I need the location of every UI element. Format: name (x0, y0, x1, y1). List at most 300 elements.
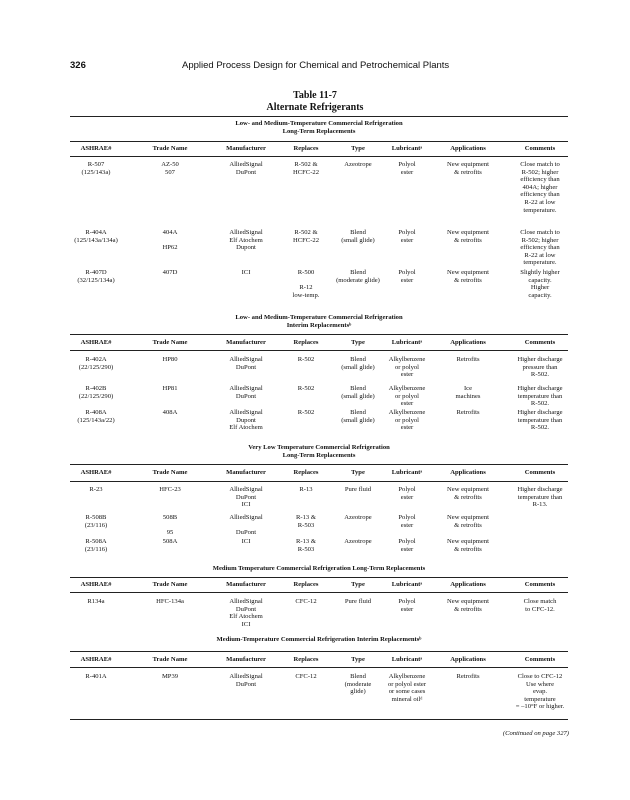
cell-lubricant (376, 514, 438, 529)
cell-line: Elf Atochem (229, 613, 263, 621)
cell-comments (500, 385, 580, 408)
cell-trade-name (142, 161, 198, 176)
cell-line: R-23 (89, 486, 103, 493)
cell-ashrae (64, 409, 128, 424)
cell-line: HFC-23 (159, 486, 181, 493)
cell-comments (500, 598, 580, 613)
cell-line: R134a (87, 598, 105, 605)
cell-line: AlliedSignal (229, 409, 263, 416)
cell-line: AZ-50 (161, 161, 179, 168)
cell-line: AlliedSignal (229, 598, 263, 605)
cell-line: AlliedSignal (229, 161, 263, 168)
cell-lubricant (376, 598, 438, 613)
cell-line: New equipment (447, 486, 489, 493)
cell-comments (500, 486, 580, 509)
cell-line: & retrofits (454, 168, 482, 176)
cell-line: HFC-134a (156, 598, 184, 605)
column-header-replaces (279, 145, 333, 153)
cell-line: Polyol (398, 486, 416, 493)
cell-line: R-508A (85, 538, 107, 545)
cell-comments (500, 356, 580, 379)
cell-line: (23/116) (84, 545, 108, 553)
cell-line: New equipment (447, 598, 489, 605)
column-header-applications (433, 469, 503, 477)
section-title-line: Long-Term Replacements (282, 128, 356, 135)
cell-line: efficiency than (520, 244, 560, 252)
cell-line: Polyol (398, 269, 416, 276)
cell-applications (433, 409, 503, 417)
cell-line: CFC-12 (295, 673, 317, 680)
cell-line: Polyol (398, 598, 416, 605)
cell-manufacturer (210, 673, 282, 688)
cell-manufacturer (210, 538, 282, 546)
cell-line: capacity. (528, 291, 552, 299)
cell-line: temperature. (523, 259, 557, 267)
column-header-comments (500, 581, 580, 589)
cell-line: R-12 (299, 284, 313, 292)
cell-line: R-408A (85, 409, 107, 416)
column-header-label: Type (351, 145, 365, 152)
cell-line: Higher discharge (517, 356, 563, 363)
cell-applications (433, 538, 503, 553)
column-header-applications (433, 339, 503, 347)
cell-applications (433, 598, 503, 613)
column-header-replaces (279, 581, 333, 589)
column-header-comments (500, 145, 580, 153)
cell-line (142, 522, 198, 530)
column-header-label: Comments (524, 339, 556, 346)
cell-line: efficiency than (520, 191, 560, 199)
cell-lubricant (376, 161, 438, 176)
column-header-label: Trade Name (152, 656, 188, 663)
cell-line: 95 (166, 529, 174, 537)
cell-trade-name (142, 673, 198, 681)
cell-line: Dupont (236, 416, 256, 424)
continuation-note: (Continued on page 327) (502, 730, 569, 737)
cell-line: R-502 (297, 409, 315, 416)
cell-line: R-404A (85, 229, 107, 236)
cell-applications (433, 161, 503, 176)
cell-line: DuPont (235, 529, 257, 537)
cell-line: efficiency than (520, 176, 560, 184)
cell-line: MP39 (161, 673, 179, 680)
cell-applications (433, 269, 503, 284)
cell-line: mineral oilᵈ (391, 695, 423, 703)
cell-trade-name (142, 538, 198, 546)
cell-line: ester (400, 493, 414, 501)
cell-line: & retrofits (454, 605, 482, 613)
cell-line: R-502. (530, 424, 550, 432)
cell-line: Azeotrope (344, 161, 372, 168)
cell-applications (433, 385, 503, 400)
cell-line: Elf Atochem (229, 424, 263, 432)
column-header-trade-name (142, 339, 198, 347)
cell-comments (500, 229, 580, 267)
cell-line: Higher discharge (517, 409, 563, 416)
cell-ashrae (64, 673, 128, 681)
cell-line: AlliedSignal (229, 385, 263, 392)
column-header-lubricant (376, 469, 438, 477)
column-header-manufacturer (210, 469, 282, 477)
cell-line (142, 237, 198, 245)
cell-line (279, 277, 333, 285)
cell-trade-name (142, 409, 198, 417)
cell-line: & retrofits (454, 493, 482, 501)
cell-line: R-13. (532, 501, 548, 509)
cell-line: Close match to (520, 161, 560, 168)
cell-line: AlliedSignal (229, 673, 263, 680)
cell-line: temperature. (523, 206, 557, 214)
cell-line: Azeotrope (344, 538, 372, 545)
cell-line: (small glide) (341, 236, 375, 244)
cell-ashrae (64, 269, 128, 284)
cell-manufacturer (210, 409, 282, 432)
column-header-label: Replaces (293, 469, 319, 476)
column-header-label: Type (351, 339, 365, 346)
cell-line: machines (455, 392, 481, 400)
cell-line: DuPont (235, 168, 257, 176)
column-header-label: Manufacturer (226, 656, 266, 663)
cell-line: ester (400, 400, 414, 408)
cell-line: R-407D (85, 269, 107, 276)
column-header-lubricant (376, 656, 438, 664)
column-header-comments (500, 339, 580, 347)
column-header-label: Manufacturer (226, 581, 266, 588)
cell-manufacturer (210, 486, 282, 509)
header-bottom-rule (70, 350, 568, 351)
section-title-line: Long-Term Replacements (282, 452, 356, 459)
cell-line: or polyol (395, 392, 419, 400)
cell-trade-name (142, 514, 198, 537)
cell-line: Retrofits (456, 673, 480, 680)
cell-line: Azeotrope (344, 514, 372, 521)
cell-line: Polyol (398, 229, 416, 236)
cell-manufacturer (210, 514, 282, 537)
cell-comments (500, 161, 580, 214)
cell-replaces (279, 538, 333, 553)
column-header-manufacturer (210, 339, 282, 347)
cell-line: New equipment (447, 229, 489, 236)
cell-manufacturer (210, 385, 282, 400)
column-header-label: Lubricantᵃ (391, 145, 423, 152)
cell-line: & retrofits (454, 545, 482, 553)
cell-line (210, 522, 282, 530)
cell-line: Slightly higher (520, 269, 560, 276)
cell-line: R-502 (297, 356, 315, 363)
cell-line: R-502 & (294, 161, 318, 168)
column-header-manufacturer (210, 581, 282, 589)
cell-line: HP62 (162, 244, 178, 252)
cell-line: ester (400, 371, 414, 379)
cell-line: Pure fluid (344, 486, 372, 493)
column-header-ashrae (64, 145, 128, 153)
column-header-label: ASHRAE# (80, 469, 112, 476)
cell-lubricant (376, 409, 438, 432)
cell-trade-name (142, 269, 198, 277)
cell-line: R-22 at low (524, 198, 556, 206)
column-header-label: ASHRAE# (80, 581, 112, 588)
section-top-rule (70, 651, 568, 652)
column-header-applications (433, 145, 503, 153)
cell-line: Use where (525, 680, 554, 688)
table-top-rule (70, 116, 568, 117)
cell-line: Close match to (520, 229, 560, 236)
section-title (70, 120, 568, 136)
cell-line: (125/143a) (81, 168, 111, 176)
column-header-label: Replaces (293, 581, 319, 588)
cell-line: to CFC-12. (525, 605, 555, 613)
section-title-line: Low- and Medium-Temperature Commercial Refrigeration (235, 314, 403, 321)
cell-replaces (279, 161, 333, 176)
column-header-ashrae (64, 469, 128, 477)
header-bottom-rule (70, 481, 568, 482)
cell-line: Dupont (236, 244, 256, 252)
column-header-label: Type (351, 656, 365, 663)
cell-line: R-502 (297, 385, 315, 392)
cell-manufacturer (210, 356, 282, 371)
cell-line: ICI (241, 269, 251, 276)
table-bottom-rule (70, 719, 568, 720)
column-header-label: Lubricantᵃ (391, 581, 423, 588)
column-header-lubricant (376, 339, 438, 347)
cell-line: R-13 & (296, 514, 316, 521)
cell-lubricant (376, 673, 438, 703)
cell-line: CFC-12 (295, 598, 317, 605)
column-header-trade-name (142, 656, 198, 664)
cell-line: DuPont (235, 392, 257, 400)
header-bottom-rule (70, 592, 568, 593)
cell-line: (125/143a/134a) (74, 236, 118, 244)
column-header-lubricant (376, 145, 438, 153)
column-header-label: Trade Name (152, 145, 188, 152)
table-title: Alternate Refrigerants (266, 102, 364, 113)
cell-applications (433, 229, 503, 244)
cell-replaces (279, 385, 333, 393)
column-header-label: Comments (524, 656, 556, 663)
column-header-label: Comments (524, 469, 556, 476)
cell-line: R-500 (297, 269, 315, 276)
cell-line: Blend (350, 229, 366, 236)
cell-line: R-502. (530, 371, 550, 379)
cell-line: R-507 (87, 161, 105, 168)
cell-trade-name (142, 486, 198, 494)
cell-line: & retrofits (454, 521, 482, 529)
cell-line: Pure fluid (344, 598, 372, 605)
cell-line: Polyol (398, 538, 416, 545)
cell-line: temperature than (517, 392, 563, 400)
cell-line: DuPont (235, 493, 257, 501)
cell-line: ester (400, 545, 414, 553)
cell-line: 407D (162, 269, 178, 276)
cell-line: & retrofits (454, 236, 482, 244)
column-header-manufacturer (210, 145, 282, 153)
cell-replaces (279, 673, 333, 681)
cell-ashrae (64, 598, 128, 606)
cell-line: HP81 (162, 385, 178, 392)
cell-line: ester (400, 236, 414, 244)
cell-trade-name (142, 229, 198, 252)
cell-line: temperature than (517, 416, 563, 424)
section-top-rule (70, 577, 568, 578)
cell-line: Elf Atochem (229, 236, 263, 244)
column-header-label: Applications (450, 581, 486, 588)
cell-line: R-22 at low (524, 251, 556, 259)
header-bottom-rule (70, 667, 568, 668)
cell-replaces (279, 514, 333, 529)
cell-line: ICI (241, 538, 251, 545)
cell-replaces (279, 486, 333, 494)
cell-comments (500, 409, 580, 432)
column-header-label: Applications (450, 339, 486, 346)
cell-line: (small glide) (341, 392, 375, 400)
section-top-rule (70, 334, 568, 335)
cell-line: Polyol (398, 161, 416, 168)
cell-line: R-502. (530, 400, 550, 408)
cell-lubricant (376, 385, 438, 408)
column-header-label: Type (351, 581, 365, 588)
cell-replaces (279, 409, 333, 417)
cell-trade-name (142, 356, 198, 364)
cell-applications (433, 486, 503, 501)
cell-line: (32/125/134a) (77, 276, 115, 284)
cell-line: pressure than (522, 363, 558, 371)
column-header-label: ASHRAE# (80, 145, 112, 152)
cell-line: or some cases (388, 688, 426, 696)
cell-line: New equipment (447, 161, 489, 168)
column-header-manufacturer (210, 656, 282, 664)
cell-comments (500, 269, 580, 299)
cell-line: R-502; higher (521, 236, 559, 244)
section-top-rule (70, 141, 568, 142)
cell-line: AlliedSignal (229, 229, 263, 236)
cell-line: evap. (532, 688, 548, 696)
cell-line: ICI (241, 501, 251, 509)
cell-ashrae (64, 385, 128, 400)
cell-line: New equipment (447, 269, 489, 276)
cell-lubricant (376, 538, 438, 553)
cell-line: (23/116) (84, 521, 108, 529)
header-bottom-rule (70, 156, 568, 157)
cell-line: Alkylbenzene (388, 409, 426, 416)
cell-ashrae (64, 229, 128, 244)
cell-trade-name (142, 385, 198, 393)
column-header-label: Replaces (293, 656, 319, 663)
cell-lubricant (376, 356, 438, 379)
cell-line: R-401A (85, 673, 107, 680)
column-header-label: Lubricantᵃ (391, 469, 423, 476)
cell-line: New equipment (447, 538, 489, 545)
cell-line: capacity. (528, 276, 552, 284)
cell-line: ester (400, 521, 414, 529)
cell-line: Blend (350, 269, 366, 276)
cell-line: Blend (350, 385, 366, 392)
cell-replaces (279, 269, 333, 299)
cell-ashrae (64, 514, 128, 529)
cell-lubricant (376, 269, 438, 284)
cell-line: R-503 (297, 545, 315, 553)
cell-manufacturer (210, 161, 282, 176)
cell-line: Alkylbenzene (388, 385, 426, 392)
cell-line: (small glide) (341, 416, 375, 424)
column-header-label: Applications (450, 656, 486, 663)
section-title-line: Medium Temperature Commercial Refrigeration Long-Term Replacements (212, 565, 426, 572)
cell-manufacturer (210, 229, 282, 252)
cell-line: (moderate glide) (336, 276, 380, 284)
column-header-applications (433, 581, 503, 589)
column-header-label: Type (351, 469, 365, 476)
cell-applications (433, 673, 503, 681)
column-header-comments (500, 469, 580, 477)
cell-manufacturer (210, 269, 282, 277)
cell-line: R-402A (85, 356, 107, 363)
column-header-label: Comments (524, 581, 556, 588)
cell-line: AlliedSignal (229, 356, 263, 363)
cell-line: Alkylbenzene (388, 356, 426, 363)
column-header-ashrae (64, 581, 128, 589)
column-header-applications (433, 656, 503, 664)
cell-line: AlliedSignal (229, 514, 263, 521)
cell-ashrae (64, 538, 128, 553)
section-top-rule (70, 464, 568, 465)
column-header-replaces (279, 656, 333, 664)
cell-line: DuPont (235, 363, 257, 371)
cell-line: or polyol ester (387, 680, 427, 688)
cell-line: (125/143a/22) (77, 416, 115, 424)
cell-line: ICI (241, 620, 251, 628)
column-header-label: Manufacturer (226, 145, 266, 152)
cell-line: R-502 & (294, 229, 318, 236)
cell-line: DuPont (235, 680, 257, 688)
cell-line: HCFC-22 (292, 236, 319, 244)
cell-trade-name (142, 598, 198, 606)
column-header-label: Trade Name (152, 339, 188, 346)
column-header-label: Applications (450, 145, 486, 152)
column-header-label: Lubricantᵃ (391, 656, 423, 663)
column-header-comments (500, 656, 580, 664)
column-header-replaces (279, 469, 333, 477)
section-title-line: Medium-Temperature Commercial Refrigeration Interim Replacementsᵇ (216, 636, 422, 643)
column-header-label: ASHRAE# (80, 656, 112, 663)
cell-applications (433, 514, 503, 529)
cell-line: or polyol (395, 416, 419, 424)
cell-line: Higher discharge (517, 385, 563, 392)
cell-line: Polyol (398, 514, 416, 521)
cell-line: temperature (524, 695, 556, 703)
cell-line: R-13 (299, 486, 313, 493)
column-header-label: Lubricantᵃ (391, 339, 423, 346)
section-title (70, 565, 568, 573)
cell-line: (22/125/290) (78, 392, 114, 400)
column-header-label: Trade Name (152, 581, 188, 588)
cell-line: R-508B (85, 514, 107, 521)
cell-line: R-13 & (296, 538, 316, 545)
column-header-lubricant (376, 581, 438, 589)
cell-manufacturer (210, 598, 282, 628)
column-header-label: Manufacturer (226, 469, 266, 476)
section-title (70, 444, 568, 460)
column-header-ashrae (64, 339, 128, 347)
cell-line: 408A (162, 409, 178, 416)
cell-line: 508B (162, 514, 178, 521)
cell-line: AlliedSignal (229, 486, 263, 493)
table-number: Table 11-7 (293, 90, 337, 101)
cell-line: Alkylbenzene (388, 673, 426, 680)
cell-line: 507 (165, 168, 175, 176)
cell-line: ester (400, 605, 414, 613)
running-header (70, 60, 560, 72)
cell-line: ester (400, 424, 414, 432)
column-header-label: Applications (450, 469, 486, 476)
